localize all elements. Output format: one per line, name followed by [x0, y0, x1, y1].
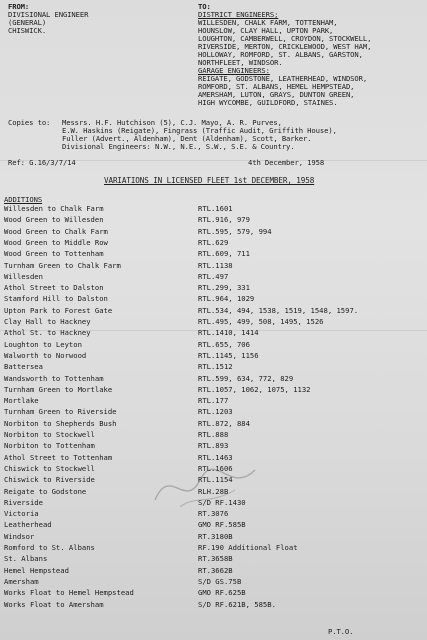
addition-route: Victoria: [4, 509, 39, 519]
addition-route: Wood Green to Chalk Farm: [4, 226, 108, 236]
addition-route: Battersea: [4, 362, 43, 372]
addition-route: Norbiton to Tottenham: [4, 441, 95, 451]
addition-vehicles: RTL.299, 331: [198, 283, 250, 293]
to-line: NORTHFLEET, WINDSOR.: [198, 58, 283, 67]
to-line: HOLLOWAY, ROMFORD, ST. ALBANS, GARSTON,: [198, 50, 363, 59]
addition-vehicles: RT.3658B: [198, 554, 233, 564]
addition-route: Willesden to Chalk Farm: [4, 204, 104, 213]
page-turn-note: P.T.O.: [328, 627, 354, 636]
addition-route: Riverside: [4, 497, 43, 507]
addition-route: Leatherhead: [4, 520, 52, 530]
addition-vehicles: RTL.916, 979: [198, 215, 250, 225]
addition-vehicles: RTL.1145, 1156: [198, 350, 259, 360]
signature-mark: [150, 452, 260, 515]
addition-vehicles: RTL.595, 579, 994: [198, 226, 272, 236]
addition-route: Reigate to Godstone: [4, 486, 87, 496]
addition-route: Athol Street to Dalston: [4, 283, 104, 293]
addition-route: Clay Hall to Hackney: [4, 317, 91, 326]
addition-vehicles: RTL.655, 706: [198, 339, 250, 349]
addition-vehicles: RTL.534, 494, 1538, 1519, 1548, 1597.: [198, 305, 359, 315]
addition-vehicles: RTL.1154: [198, 475, 233, 485]
to-line: REIGATE, GODSTONE, LEATHERHEAD, WINDSOR,: [198, 74, 368, 83]
addition-route: Athol St. to Hackney: [4, 328, 91, 338]
addition-route: Loughton to Leyton: [4, 339, 82, 349]
addition-vehicles: RTL.177: [198, 396, 229, 406]
addition-route: Athol Street to Tottenham: [4, 452, 113, 462]
addition-route: Turnham Green to Riverside: [4, 407, 117, 417]
from-line: CHISWICK.: [8, 26, 47, 35]
to-line: AMERSHAM, LUTON, GRAYS, DUNTON GREEN,: [198, 90, 355, 99]
addition-route: Wood Green to Willesden: [4, 215, 104, 225]
addition-vehicles: RLH.28B: [198, 486, 229, 496]
addition-vehicles: GMO RF.585B: [198, 520, 246, 530]
addition-vehicles: RTL.495, 499, 508, 1495, 1526: [198, 317, 324, 326]
addition-route: Wood Green to Middle Row: [4, 237, 108, 247]
addition-route: Upton Park to Forest Gate: [4, 305, 113, 315]
addition-vehicles: RT.3076: [198, 509, 229, 519]
addition-vehicles: S/D GS.75B: [198, 576, 242, 586]
addition-route: Wood Green to Tottenham: [4, 249, 104, 259]
addition-vehicles: RTL.893: [198, 441, 229, 451]
addition-vehicles: RTL.872, 884: [198, 418, 250, 428]
addition-vehicles: RTL.1138: [198, 260, 233, 270]
section-heading: ADDITIONS: [4, 195, 43, 204]
addition-route: Works Float to Hemel Hempstead: [4, 588, 134, 598]
from-label: FROM:: [8, 2, 30, 11]
to-line: RIVERSIDE, MERTON, CRICKLEWOOD, WEST HAM,: [198, 42, 372, 51]
addition-route: Norbiton to Shepherds Bush: [4, 418, 117, 428]
addition-vehicles: RT.3180B: [198, 531, 233, 541]
copies-label: Copies to:: [8, 118, 51, 127]
addition-route: Turnham Green to Chalk Farm: [4, 260, 121, 270]
addition-route: Norbiton to Stockwell: [4, 430, 95, 439]
addition-route: Amersham: [4, 576, 39, 586]
document-date: 4th December, 1958: [248, 158, 325, 167]
addition-vehicles: RTL.1410, 1414: [198, 328, 259, 338]
addition-route: Works Float to Amersham: [4, 599, 104, 609]
addition-vehicles: S/D RF.621B, 585B.: [198, 599, 276, 609]
addition-route: Hemel Hempstead: [4, 565, 69, 575]
to-line: HOUNSLOW, CLAY HALL, UPTON PARK,: [198, 26, 334, 35]
addition-vehicles: RTL.1057, 1062, 1075, 1132: [198, 384, 311, 394]
addition-vehicles: RTL.497: [198, 271, 229, 281]
addition-route: Walworth to Norwood: [4, 350, 87, 360]
addition-route: Mortlake: [4, 396, 39, 406]
addition-route: Turnham Green to Mortlake: [4, 384, 113, 394]
addition-vehicles: GMO RF.625B: [198, 588, 246, 598]
copies-line: Messrs. H.F. Hutchison (5), C.J. Mayo, A. R. Purves,: [62, 118, 282, 127]
addition-vehicles: RTL.964, 1029: [198, 294, 255, 304]
addition-vehicles: RTL.629: [198, 237, 229, 247]
addition-route: Stamford Hill to Dalston: [4, 294, 108, 304]
to-heading: GARAGE ENGINEERS:: [198, 66, 270, 75]
addition-vehicles: RF.190 Additional Float: [198, 543, 298, 552]
addition-route: St. Albans: [4, 554, 48, 564]
addition-vehicles: S/D RF.1430: [198, 497, 246, 507]
to-label: TO:: [198, 2, 211, 11]
addition-route: Willesden: [4, 271, 43, 281]
from-line: DIVISIONAL ENGINEER: [8, 10, 89, 19]
to-line: WILLESDEN, CHALK FARM, TOTTENHAM,: [198, 18, 338, 27]
copies-line: E.W. Haskins (Reigate), Fingrass (Traffic Audit, Griffith House),: [62, 126, 337, 135]
to-line: ROMFORD, ST. ALBANS, HEMEL HEMPSTEAD,: [198, 82, 355, 91]
reference: Ref: G.16/3/7/14: [8, 158, 76, 167]
addition-vehicles: RTL.1601: [198, 204, 233, 213]
addition-vehicles: RTL.609, 711: [198, 249, 250, 259]
addition-route: Chiswick to Stockwell: [4, 463, 95, 473]
to-heading: DISTRICT ENGINEERS;: [198, 10, 279, 19]
addition-vehicles: RTL.1203: [198, 407, 233, 417]
to-line: HIGH WYCOMBE, GUILDFORD, STAINES.: [198, 98, 338, 107]
addition-route: Windsor: [4, 531, 35, 541]
to-line: LOUGHTON, CAMBERWELL, CROYDON, STOCKWELL,: [198, 34, 372, 43]
copies-line: Divisional Engineers: N.W., N.E., S.W., S.E. & Country.: [62, 142, 295, 151]
copies-line: Fuller (Advert., Aldenham), Dent (Aldenham), Scott, Barker.: [62, 134, 312, 143]
addition-vehicles: RTL.1606: [198, 463, 233, 473]
addition-route: Romford to St. Albans: [4, 543, 95, 552]
addition-vehicles: RTL.888: [198, 430, 229, 439]
addition-vehicles: RTL.1463: [198, 452, 233, 462]
addition-vehicles: RTL.599, 634, 772, 829: [198, 373, 294, 383]
document-title: VARIATIONS IN LICENSED FLEET 1st DECEMBER, 1958: [104, 176, 315, 185]
addition-vehicles: RTL.1512: [198, 362, 233, 372]
addition-vehicles: RT.3662B: [198, 565, 233, 575]
addition-route: Chiswick to Riverside: [4, 475, 95, 485]
addition-route: Wandsworth to Tottenham: [4, 373, 104, 383]
from-line: (GENERAL): [8, 18, 47, 27]
